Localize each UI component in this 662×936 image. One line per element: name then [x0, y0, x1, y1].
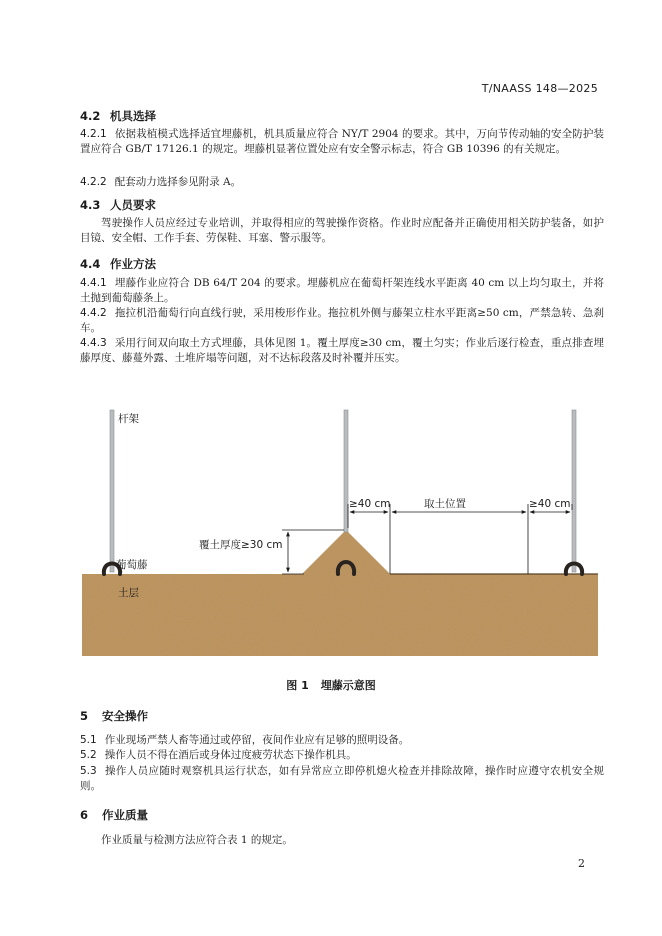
clause-text: 操作人员应随时观察机具运行状态，如有异常应立即停机熄火检查并排除故障，操作时应遵守农机安全规则。: [80, 765, 604, 792]
clause-text: 操作人员不得在酒后或身体过度疲劳状态下操作机具。: [104, 749, 357, 761]
clause-number: 5.2: [80, 749, 97, 761]
section-number: 4.4: [80, 257, 101, 271]
figure-title: 埋藤示意图: [320, 679, 376, 692]
label-soil: 土层: [118, 587, 139, 599]
label-vine: 葡萄藤: [116, 559, 148, 571]
soil-layer: [82, 530, 598, 656]
trellis-post-left: [110, 410, 114, 572]
page-number: 2: [578, 857, 585, 870]
section-4-2-heading: [80, 108, 156, 124]
trellis-post-center: [344, 410, 348, 532]
clause-4-3-text: 驾驶操作人员应经过专业培训，并取得相应的驾驶操作资格。作业时应配备并正确使用相关防护装备，如护目镜、安全帽、工作手套、劳保鞋、耳塞、警示服等。: [80, 217, 604, 244]
clause-number: 5.1: [80, 734, 97, 746]
section-title: 机具选择: [110, 109, 156, 123]
figure-number: 图 1: [286, 679, 309, 692]
clause-text: 埋藤作业应符合 DB 64/T 204 的要求。埋藤机应在葡萄杆架连线水平距离 40 cm 以上均匀取土，并将土抛到葡萄藤条上。: [80, 277, 604, 304]
clause-4-4-1: [80, 276, 604, 306]
figure-svg: [82, 404, 598, 660]
clause-4-4-3: [80, 336, 604, 366]
clause-5-1: [80, 733, 604, 748]
clause-number: 4.2.2: [80, 176, 107, 188]
clause-text: 配套动力选择参见附录 A。: [114, 176, 242, 188]
clause-number: 4.2.1: [80, 128, 107, 140]
standard-number: T/NAASS 148—2025: [481, 82, 598, 95]
section-title: 人员要求: [110, 198, 156, 212]
section-5-heading: [80, 708, 148, 724]
section-title: 安全操作: [102, 709, 148, 723]
section-4-3-heading: [80, 197, 156, 213]
clause-number: 4.4.2: [80, 307, 107, 319]
section-number: 5: [80, 709, 89, 723]
clause-number: 4.4.3: [80, 337, 107, 349]
label-distance-2: ≥40 cm: [529, 498, 571, 510]
clause-4-2-1: [80, 127, 604, 157]
trellis-post-right: [572, 410, 576, 572]
label-take-soil: 取土位置: [424, 498, 466, 510]
clause-text: 拖拉机沿葡萄行向直线行驶，采用梭形作业。拖拉机外侧与藤架立柱水平距离≥50 cm，严禁急转、急刹车。: [80, 307, 604, 334]
label-cover-thickness: 覆土厚度≥30 cm: [199, 539, 283, 551]
clause-text: 依据栽植模式选择适宜埋藤机，机具质量应符合 NY/T 2904 的要求。其中，万向节传动轴的安全防护装置应符合 GB/T 17126.1 的规定。埋藤机显著位置处应有安全警示标志，符合 GB 10396 的有关规定。: [80, 128, 604, 155]
clause-4-4-2: [80, 306, 604, 336]
section-number: 4.3: [80, 198, 101, 212]
clause-4-2-2: [80, 175, 604, 190]
label-trellis: 杆架: [118, 413, 139, 425]
clause-text: 采用行间双向取土方式埋藤，具体见图 1。覆土厚度≥30 cm，覆土匀实；作业后逐行检查，重点排查埋藤厚度、藤蔓外露、土堆庍塌等问题，对不达标段落及时补覆并压实。: [80, 337, 604, 364]
section-number: 6: [80, 808, 89, 822]
section-number: 4.2: [80, 109, 101, 123]
figure-1-burying-diagram: [82, 404, 598, 660]
clause-5-2: [80, 748, 604, 763]
clause-number: 5.3: [80, 765, 97, 777]
section-6-heading: [80, 807, 148, 823]
section-title: 作业质量: [102, 808, 148, 822]
clause-text: 作业现场严禁人畜等通过或停留，夜间作业应有足够的照明设备。: [104, 734, 410, 746]
clause-5-3: [80, 764, 604, 794]
section-title: 作业方法: [110, 257, 156, 271]
clause-number: 4.4.1: [80, 277, 107, 289]
section-4-4-heading: [80, 256, 156, 272]
clause-6-text: 作业质量与检测方法应符合表 1 的规定。: [101, 834, 293, 846]
figure-caption: [0, 677, 662, 693]
label-distance-1: ≥40 cm: [349, 498, 391, 510]
